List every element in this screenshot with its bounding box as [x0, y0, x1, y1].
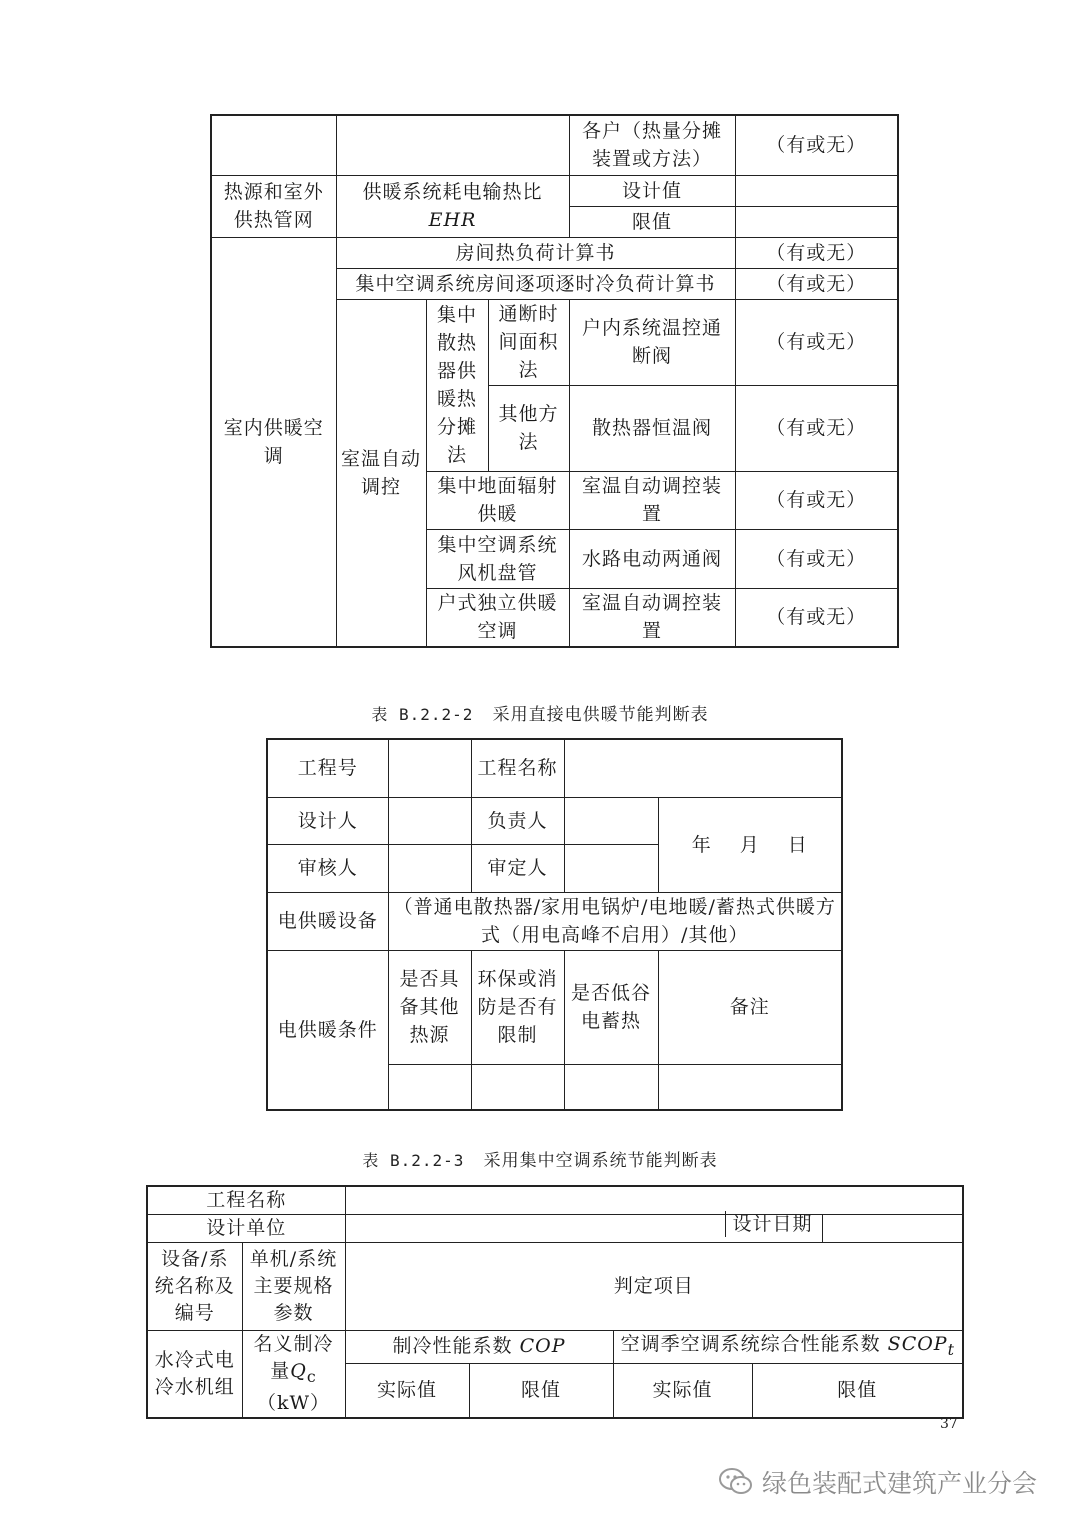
rated-cooling-symbol: Q: [290, 1360, 307, 1383]
env-fire-limit-header: 环保或消防是否有限制: [471, 950, 564, 1064]
reviewer-label: 审核人: [267, 844, 388, 892]
table1-empty-cell: [211, 115, 336, 175]
scop-subscript: t: [947, 1339, 955, 1359]
table1-empty-cell: [336, 115, 569, 175]
cop-abbr: COP: [519, 1335, 566, 1358]
reviewer-value: [388, 844, 471, 892]
fan-coil-cell: 集中空调系统风机盘管: [426, 529, 569, 588]
table2-caption: [0, 700, 1080, 725]
scop-actual-header: 实际值: [613, 1363, 752, 1418]
fan-coil-value: （有或无）: [735, 529, 898, 588]
wechat-icon: [718, 1467, 754, 1497]
central-ac-check-table: [146, 1185, 964, 1419]
condition-label: 电供暖条件: [267, 950, 388, 1110]
ehr-limit-label: 限值: [569, 206, 735, 237]
cooling-load-value: （有或无）: [735, 268, 898, 299]
floor-radiant-device-cell: 室温自动调控装置: [569, 471, 735, 529]
heating-check-table-continued: [210, 114, 899, 648]
scop-abbr: SCOP: [887, 1333, 948, 1355]
spec-header: 单机/系统主要规格参数: [242, 1243, 345, 1331]
cop-limit-header: 限值: [469, 1363, 613, 1418]
table3-caption: [0, 1146, 1080, 1171]
ehr-label-cell: [336, 175, 569, 237]
other-heat-source-value: [388, 1064, 471, 1110]
cop-label: 制冷性能系数: [392, 1335, 513, 1358]
central-radiator-cell: 集中散热器供暖热分摊法: [426, 299, 488, 471]
table3-caption-title: 采用集中空调系统节能判断表: [483, 1151, 718, 1171]
room-heat-load-value: （有或无）: [735, 237, 898, 268]
household-metering-cell: 各户（热量分摊装置或方法）: [569, 115, 735, 175]
project-no-label: 工程号: [267, 739, 388, 797]
env-fire-limit-value: [471, 1064, 564, 1110]
onoff-area-cell: 通断时间面积法: [488, 299, 569, 385]
radiator-valve-value: （有或无）: [735, 385, 898, 471]
rated-cooling-prefix: 名义制冷量: [253, 1333, 334, 1383]
indoor-onoff-valve-cell: 户内系统温控通断阀: [569, 299, 735, 385]
table3-caption-number: 表 B.2.2-3: [362, 1151, 465, 1170]
project-name-value: [345, 1186, 963, 1215]
principal-label: 负责人: [471, 797, 564, 844]
design-date-value: [822, 1215, 963, 1243]
scop-header: [613, 1331, 963, 1364]
judge-items-header: 判定项目: [345, 1243, 963, 1331]
remarks-header: 备注: [658, 950, 842, 1064]
household-metering-value: （有或无）: [735, 115, 898, 175]
ehr-abbr: EHR: [428, 209, 477, 231]
indoor-heating-ac-cell: 室内供暖空调: [211, 237, 336, 647]
date-month: 月: [739, 833, 760, 856]
date-year: 年: [691, 833, 712, 856]
project-no-value: [388, 739, 471, 797]
room-temp-control-cell: 室温自动调控: [336, 299, 426, 647]
rated-cooling-cell: [242, 1331, 345, 1419]
ehr-design-value-label: 设计值: [569, 175, 735, 206]
floor-radiant-value: （有或无）: [735, 471, 898, 529]
date-day: 日: [787, 833, 808, 856]
table2-caption-title: 采用直接电供暖节能判断表: [492, 705, 709, 725]
direct-electric-heating-table: [266, 738, 843, 1111]
valley-storage-header: 是否低谷电蓄热: [564, 950, 658, 1064]
design-date-label: 设计日期: [732, 1213, 813, 1235]
fan-coil-device-cell: 水路电动两通阀: [569, 529, 735, 588]
design-date-label-box: [725, 1211, 819, 1237]
scop-limit-header: 限值: [752, 1363, 963, 1418]
equipment-options: （普通电散热器/家用电锅炉/电地暖/蓄热式供暖方式（用电高峰不启用）/其他）: [388, 892, 842, 950]
designer-value: [388, 797, 471, 844]
ehr-design-value: [735, 175, 898, 206]
watermark: [718, 1462, 1037, 1502]
household-ac-cell: 户式独立供暖空调: [426, 588, 569, 647]
ehr-label: 供暖系统耗电输热比: [362, 181, 543, 203]
cop-actual-header: 实际值: [345, 1363, 469, 1418]
approver-value: [564, 844, 658, 892]
chiller-cell: 水冷式电冷水机组: [147, 1331, 242, 1419]
equipment-name-header: 设备/系统名称及编号: [147, 1243, 242, 1331]
rated-cooling-subscript: c: [306, 1367, 317, 1387]
cooling-load-cell: 集中空调系统房间逐项逐时冷负荷计算书: [336, 268, 735, 299]
other-heat-source-header: 是否具备其他热源: [388, 950, 471, 1064]
page-number: 37: [940, 1416, 958, 1432]
project-name-value: [564, 739, 842, 797]
table2-caption-number: 表 B.2.2-2: [371, 705, 474, 724]
ehr-limit-value: [735, 206, 898, 237]
principal-value: [564, 797, 658, 844]
designer-label: 设计人: [267, 797, 388, 844]
equipment-label: 电供暖设备: [267, 892, 388, 950]
approver-label: 审定人: [471, 844, 564, 892]
rated-cooling-unit: （kW）: [256, 1392, 331, 1415]
room-heat-load-cell: 房间热负荷计算书: [336, 237, 735, 268]
remarks-value: [658, 1064, 842, 1110]
floor-radiant-cell: 集中地面辐射供暖: [426, 471, 569, 529]
date-cell: [658, 797, 842, 892]
heat-source-network-cell: 热源和室外供热管网: [211, 175, 336, 237]
watermark-text: 绿色装配式建筑产业分会: [762, 1469, 1038, 1498]
design-unit-label: 设计单位: [147, 1215, 345, 1243]
project-name-label: 工程名称: [147, 1186, 345, 1215]
cop-header: [345, 1331, 613, 1364]
design-unit-value: [345, 1215, 752, 1243]
scop-label: 空调季空调系统综合性能系数: [620, 1333, 881, 1355]
radiator-valve-cell: 散热器恒温阀: [569, 385, 735, 471]
other-method-cell: 其他方法: [488, 385, 569, 471]
valley-storage-value: [564, 1064, 658, 1110]
indoor-onoff-valve-value: （有或无）: [735, 299, 898, 385]
project-name-label: 工程名称: [471, 739, 564, 797]
household-ac-value: （有或无）: [735, 588, 898, 647]
household-ac-device-cell: 室温自动调控装置: [569, 588, 735, 647]
